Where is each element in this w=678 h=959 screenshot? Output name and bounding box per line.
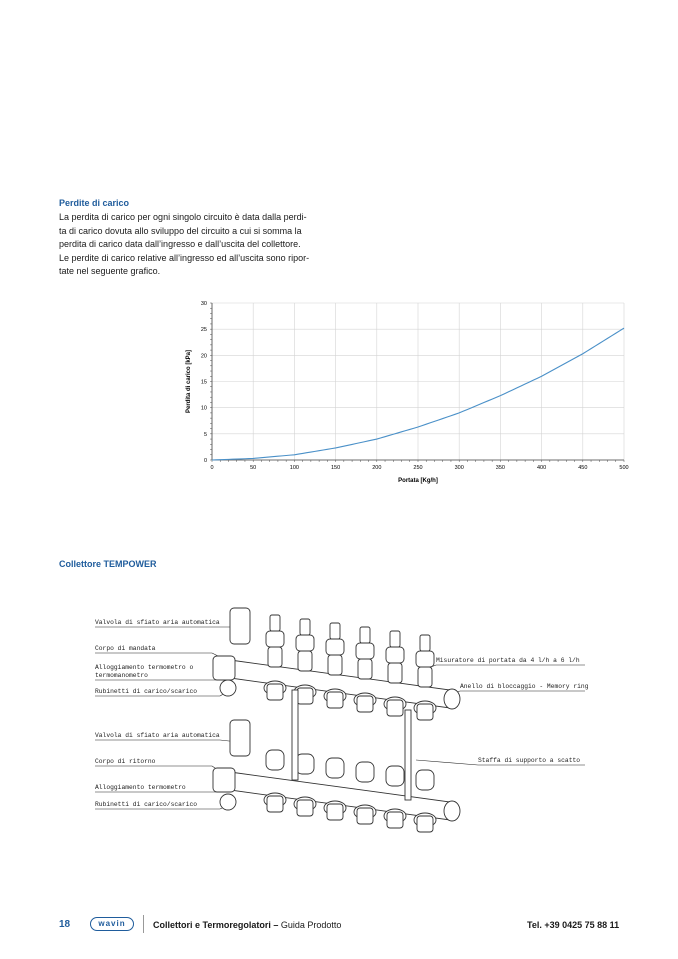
y-axis-label: Perdita di carico [kPa]: [186, 349, 192, 414]
flow-meter-head: [356, 643, 374, 659]
flow-meter-base: [328, 655, 342, 675]
x-tick-label: 450: [578, 465, 588, 471]
footer-phone: Tel. +39 0425 75 88 11: [527, 920, 620, 930]
chart-axes: [210, 303, 624, 462]
x-tick-label: 350: [495, 465, 505, 471]
label-supply-body: Corpo di mandata: [95, 645, 156, 652]
pressure-loss-chart: [180, 295, 640, 495]
label-flow-meter: Misuratore di portata da 4 l/h a 6 l/h: [436, 657, 580, 664]
x-tick-label: 300: [454, 465, 464, 471]
body-line: La perdita di carico per ogni singolo circuito è data dalla perdi-: [59, 212, 307, 222]
label-vent-valve-top: Valvola di sfiato aria automatica: [95, 619, 220, 626]
flow-meter-tube: [270, 615, 280, 631]
valve-cap: [416, 770, 434, 790]
outlet-body: [267, 684, 283, 700]
x-tick-label: 400: [537, 465, 547, 471]
outlet-body: [267, 796, 283, 812]
footer-title-rest: Guida Prodotto: [278, 920, 342, 930]
flow-meter-head: [296, 635, 314, 651]
manifold-illustration: [213, 608, 460, 832]
outlet-body: [357, 808, 373, 824]
wavin-logo: wavin: [90, 917, 134, 931]
body-line: Le perdite di carico relative all’ingresso ed all’uscita sono ripor-: [59, 252, 310, 263]
outlet-body: [357, 696, 373, 712]
outlet-body: [417, 704, 433, 720]
body-line: ta di carico dovuta allo sviluppo del circuito a cui si somma la: [59, 225, 302, 236]
flow-meter-tube: [330, 623, 340, 639]
valve-cap: [386, 766, 404, 786]
flow-meter-tube: [390, 631, 400, 647]
flow-meter-base: [298, 651, 312, 671]
flow-meter-base: [268, 647, 282, 667]
label-vent-valve-bottom: Valvola di sfiato aria automatica: [95, 732, 220, 739]
support-bracket-left: [292, 690, 298, 780]
label-thermometer-housing-bottom: Alloggiamento termometro: [95, 784, 186, 791]
footer-title: [153, 920, 341, 930]
chart-tick-labels: [201, 301, 629, 471]
body-paragraph: [59, 211, 339, 279]
body-line: perdita di carico data dall’ingresso e dall’uscita del collettore.: [59, 239, 301, 250]
manifold-inlet: [213, 656, 235, 680]
manifold-end-cap: [444, 689, 460, 709]
y-tick-label: 15: [200, 379, 207, 386]
section-title-collettore: Collettore TEMPOWER: [59, 559, 157, 569]
manifold-end-cap: [444, 801, 460, 821]
x-tick-label: 200: [372, 465, 382, 471]
flow-meter-tube: [420, 635, 430, 651]
y-tick-label: 5: [203, 431, 207, 438]
valve-cap: [296, 754, 314, 774]
outlet-body: [327, 692, 343, 708]
x-axis-label: Portata [Kg/h]: [398, 478, 438, 484]
section-title-perdite: Perdite di carico: [59, 198, 130, 208]
manifold-diagram: [80, 600, 600, 870]
y-tick-label: 30: [200, 301, 207, 307]
flow-meter-base: [418, 667, 432, 687]
y-tick-label: 20: [200, 353, 207, 360]
outlet-body: [417, 816, 433, 832]
flow-meter-base: [388, 663, 402, 683]
valve-cap: [356, 762, 374, 782]
outlet-body: [387, 700, 403, 716]
outlet-body: [297, 688, 313, 704]
x-tick-label: 50: [250, 465, 257, 471]
drain-tap-top: [220, 680, 236, 696]
page-number: 18: [59, 919, 71, 930]
manifold-inlet: [213, 768, 235, 792]
x-tick-label: 150: [331, 465, 341, 471]
x-tick-label: 100: [289, 465, 299, 471]
outlet-body: [297, 800, 313, 816]
y-tick-label: 25: [200, 327, 207, 334]
vent-valve-top: [230, 608, 250, 644]
y-tick-label: 0: [203, 458, 207, 464]
flow-meter-head: [386, 647, 404, 663]
label-thermometer-housing-2: termomanometro: [95, 672, 148, 679]
label-support-bracket: Staffa di supporto a scatto: [478, 757, 581, 764]
valve-cap: [326, 758, 344, 778]
chart-grid: [212, 303, 624, 460]
label-drain-taps-top: Rubinetti di carico/scarico: [95, 688, 198, 695]
flow-meter-tube: [360, 627, 370, 643]
flow-meter-head: [416, 651, 434, 667]
label-drain-taps-bottom: Rubinetti di carico/scarico: [95, 801, 198, 808]
outlet-body: [387, 812, 403, 828]
x-tick-label: 500: [619, 465, 629, 471]
x-tick-label: 0: [210, 465, 214, 471]
valve-cap: [266, 750, 284, 770]
x-tick-label: 250: [413, 465, 423, 471]
footer-title-bold: Collettori e Termoregolatori –: [153, 920, 279, 930]
vent-valve-bottom: [230, 720, 250, 756]
support-bracket-right: [405, 710, 411, 800]
footer-separator: [143, 915, 144, 933]
flow-meter-base: [358, 659, 372, 679]
label-thermometer-housing-1: Alloggiamento termometro o: [95, 664, 194, 671]
flow-meter-head: [266, 631, 284, 647]
drain-tap-bottom: [220, 794, 236, 810]
label-return-body: Corpo di ritorno: [95, 758, 156, 765]
y-tick-label: 10: [200, 405, 207, 412]
label-memory-ring: Anello di bloccaggio - Memory ring: [460, 683, 589, 690]
flow-meter-tube: [300, 619, 310, 635]
flow-meter-head: [326, 639, 344, 655]
outlet-body: [327, 804, 343, 820]
body-line: tate nel seguente grafico.: [59, 266, 161, 277]
